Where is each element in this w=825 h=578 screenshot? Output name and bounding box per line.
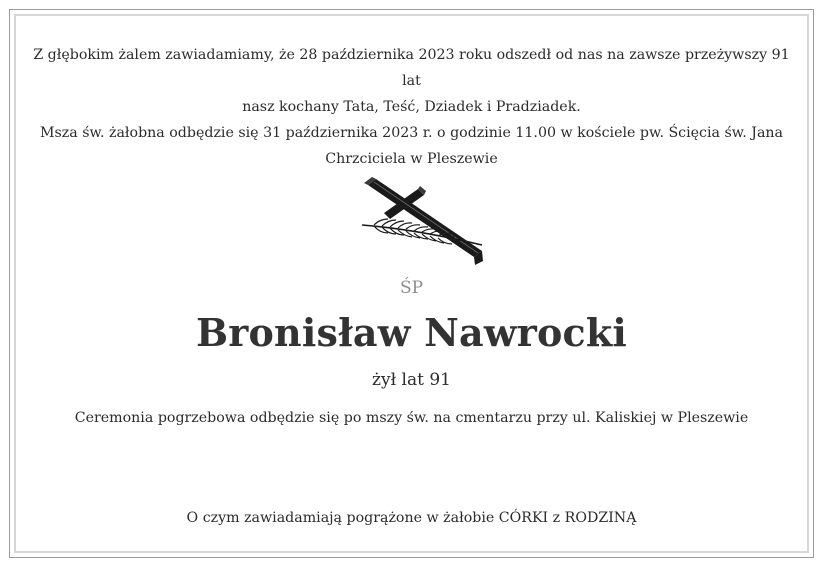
intro-line: Chrzciciela w Pleszewie [325,151,498,167]
ceremony-info: Ceremonia pogrzebowa odbędzie się po mszy św. na cmentarzu przy ul. Kaliskiej w Pleszewie [74,410,749,426]
deceased-name: Bronisław Nawrocki [195,310,628,355]
cross-with-palm-branch-icon [354,173,486,268]
intro-line: Msza św. żałobna odbędzie się 31 października 2023 r. o godzinie 11.00 w kościele pw. Ścięcia św. Jana [39,125,784,141]
intro-text [28,42,795,172]
obituary-frame [9,9,814,558]
palm-branch-icon [362,219,482,245]
deceased-age: żył lat 91 [372,370,451,390]
closing-line: O czym zawiadamiają pogrążone w żałobie CÓRKI z RODZINĄ [186,510,637,526]
intro-line: nasz kochany Tata, Teść, Dziadek i Pradziadek. [242,99,581,115]
cross-icon [364,177,483,265]
deceased-prefix: ŚP [399,278,424,298]
intro-line: Z głębokim żalem zawiadamiamy, że 28 października 2023 roku odszedł od nas na zawsze przeżywszy 91 lat [33,47,790,89]
obituary-content [10,10,813,557]
